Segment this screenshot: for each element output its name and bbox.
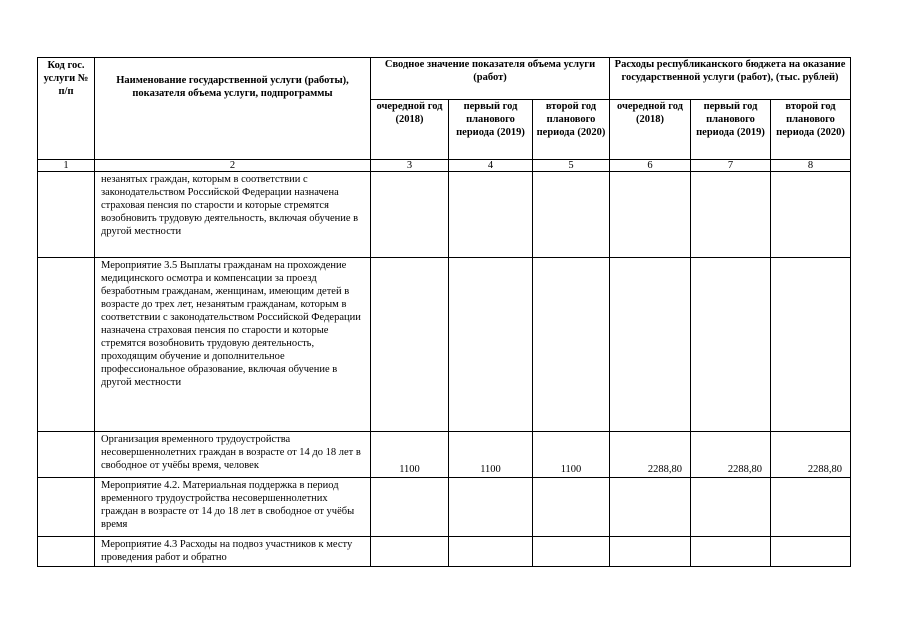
row-code <box>38 478 95 537</box>
header-volume-second: второй год планового периода (2020) <box>533 100 610 160</box>
row-value <box>533 537 610 567</box>
row-value <box>771 478 851 537</box>
row-value <box>691 258 771 432</box>
header-budget-current: очередной год (2018) <box>610 100 691 160</box>
row-value <box>449 537 533 567</box>
column-number: 1 <box>38 160 95 172</box>
table-row <box>38 172 851 258</box>
row-value: 2288,80 <box>691 432 771 478</box>
row-name: Мероприятие 4.3 Расходы на подвоз участников к месту проведения работ и обратно <box>95 537 371 567</box>
row-value <box>691 478 771 537</box>
header-code: Код гос. услуги № п/п <box>38 58 95 160</box>
column-number: 4 <box>449 160 533 172</box>
table-row <box>38 478 851 537</box>
row-value <box>610 258 691 432</box>
header-volume-current: очередной год (2018) <box>371 100 449 160</box>
row-value: 1100 <box>533 432 610 478</box>
row-name: Мероприятие 4.2. Материальная поддержка в период временного трудоустройства несовершеннолетних граждан в возрасте от 14 до 18 лет в свободное от учёбы время <box>95 478 371 537</box>
column-number-row <box>38 160 851 172</box>
row-name: Мероприятие 3.5 Выплаты гражданам на прохождение медицинского осмотра и компенсации за проезд безработным гражданам, женщинам, имеющим детей в возрасте до трех лет, незанятым гражданам, которым в соответствии с законодательством Российской Федерации назначена страховая пенсия по старости и которые стремятся возобновить трудовую деятельность, проходящим обучение и дополнительное профессиональное образование, включая обучение в другой местности <box>95 258 371 432</box>
row-value <box>371 537 449 567</box>
column-number: 6 <box>610 160 691 172</box>
row-value <box>691 537 771 567</box>
table-row <box>38 258 851 432</box>
row-value <box>449 172 533 258</box>
row-value <box>533 478 610 537</box>
row-value <box>771 537 851 567</box>
column-number: 8 <box>771 160 851 172</box>
header-volume-first: первый год планового периода (2019) <box>449 100 533 160</box>
header-budget-group: Расходы республиканского бюджета на оказание государственной услуги (работ), (тыс. рублей) <box>610 58 851 100</box>
row-value <box>533 172 610 258</box>
row-value: 2288,80 <box>610 432 691 478</box>
row-name: незанятых граждан, которым в соответствии с законодательством Российской Федерации назначена страховая пенсия по старости и которые стремятся возобновить трудовую деятельность, включая обучение в другой местности <box>95 172 371 258</box>
row-value <box>610 172 691 258</box>
row-value: 1100 <box>371 432 449 478</box>
column-number: 3 <box>371 160 449 172</box>
row-code <box>38 172 95 258</box>
row-code <box>38 537 95 567</box>
column-number: 2 <box>95 160 371 172</box>
row-code <box>38 258 95 432</box>
row-value <box>371 258 449 432</box>
row-value <box>371 172 449 258</box>
column-number: 7 <box>691 160 771 172</box>
row-value <box>371 478 449 537</box>
header-volume-group: Сводное значение показателя объема услуги (работ) <box>371 58 610 100</box>
table-row <box>38 432 851 478</box>
row-value <box>610 537 691 567</box>
row-value <box>449 258 533 432</box>
header-budget-first: первый год планового периода (2019) <box>691 100 771 160</box>
row-value <box>691 172 771 258</box>
row-value <box>610 478 691 537</box>
table-row <box>38 537 851 567</box>
row-value <box>449 478 533 537</box>
header-budget-second: второй год планового периода (2020) <box>771 100 851 160</box>
row-value: 2288,80 <box>771 432 851 478</box>
row-value: 1100 <box>449 432 533 478</box>
column-number: 5 <box>533 160 610 172</box>
row-code <box>38 432 95 478</box>
row-value <box>771 258 851 432</box>
row-value <box>533 258 610 432</box>
row-name: Организация временного трудоустройства несовершеннолетних граждан в возрасте от 14 до 18 лет в свободное от учёбы время, человек <box>95 432 371 478</box>
services-table <box>37 57 851 567</box>
row-value <box>771 172 851 258</box>
header-name: Наименование государственной услуги (работы), показателя объема услуги, подпрограммы <box>95 58 371 160</box>
